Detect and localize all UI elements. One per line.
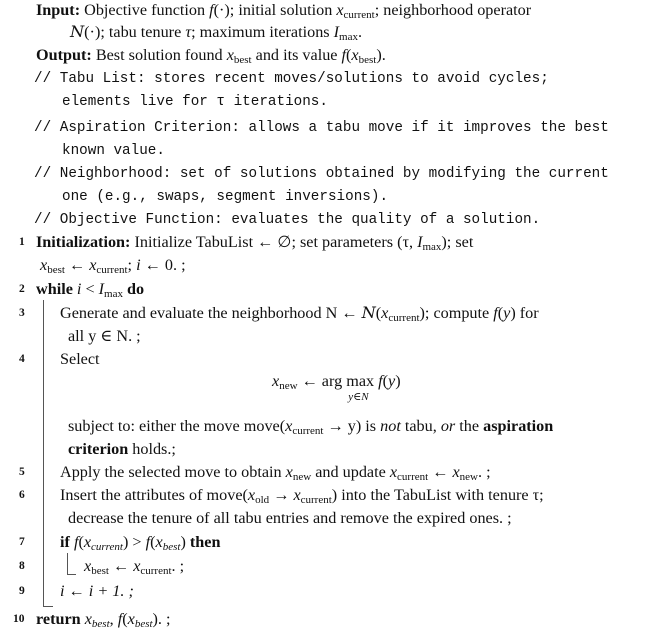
line-number: 9 [19, 585, 25, 597]
step-return: return $x_{best}$, $f(x_{best})$. ; [36, 610, 171, 630]
step-generate-cont: all y ∈ N. ; [68, 327, 141, 345]
input-line-1: Input: Objective function f(·); initial solution $x_{current}$; neighborhood operator [36, 1, 532, 21]
step-insert: Insert the attributes of $move(x_{old} \to x_{current})$ into the TabuList with tenure τ; [60, 486, 544, 506]
line-number: 8 [19, 560, 25, 572]
step-text: the [459, 417, 480, 435]
emphasis-aspiration: aspiration [483, 417, 554, 435]
if-block-foot [67, 574, 76, 575]
line-number: 2 [19, 283, 25, 295]
step-select-subject-cont [68, 439, 176, 459]
comment-aspiration: // Aspiration Criterion: allows a tabu move if it improves the best [34, 120, 609, 136]
line-number: 10 [13, 613, 25, 625]
line-number: 4 [19, 353, 25, 365]
input-text: Objective function [84, 1, 206, 19]
input-text: tabu tenure [108, 23, 182, 41]
step-generate: Generate and evaluate the neighborhood N ← $N(x_{current})$; compute f(y) for [60, 303, 539, 324]
step-if: if $f(x_{current}) > f(x_{best})$ then [60, 533, 221, 553]
step-increment: i ← i + 1. ; [60, 582, 134, 600]
input-line-2: N(·); tabu tenure τ; maximum iterations $I_{max}$. [70, 22, 363, 43]
step-text: ; compute [424, 304, 490, 322]
step-text: holds.; [132, 440, 176, 458]
step-text: tabu, [404, 417, 437, 435]
step-label: Initialization: [36, 233, 131, 251]
step-text: subject to: either the move move( [68, 417, 286, 435]
keyword-do: do [127, 280, 145, 298]
output-label: Output: [36, 46, 92, 64]
line-number: 6 [19, 489, 25, 501]
step-select-subject: subject to: either the move $move(x_{current} \to y)$ is not tabu, or the aspiration [68, 417, 554, 437]
comment-neighborhood: // Neighborhood: set of solutions obtained by modifying the current [34, 166, 609, 182]
step-text: and update [315, 463, 386, 481]
line-number: 3 [19, 307, 25, 319]
keyword-if: if [60, 533, 70, 551]
input-text: initial solution [238, 1, 333, 19]
argmax-formula: $x_{new}$ ← arg max y∈N f(y) [272, 372, 401, 403]
output-text: and its value [255, 46, 338, 64]
emphasis-or: or [440, 417, 456, 435]
input-label: Input: [36, 1, 81, 19]
step-text: Insert the attributes of move( [60, 486, 248, 504]
step-text: Initialize TabuList ← ∅; set parameters (τ, [134, 233, 414, 251]
keyword-while: while [36, 280, 73, 298]
while-block-foot [43, 606, 53, 607]
output-text: Best solution found [95, 46, 223, 64]
line-number: 1 [19, 236, 25, 248]
keyword-then: then [189, 533, 221, 551]
comment-neighborhood-cont: one (e.g., swaps, segment inversions). [62, 189, 389, 205]
step-select: Select [60, 350, 100, 368]
step-text: ) into the TabuList with tenure τ; [331, 486, 544, 504]
comment-objective: // Objective Function: evaluates the quality of a solution. [34, 212, 541, 228]
emphasis-criterion: criterion [68, 440, 129, 458]
step-update-best: $x_{best}$ ← $x_{current}$. ; [84, 557, 185, 577]
step-initialization-cont: $x_{best}$ ← $x_{current}$; i ← 0. ; [40, 256, 186, 276]
line-number: 7 [19, 536, 25, 548]
step-apply: Apply the selected move to obtain $x_{new}$ and update $x_{current}$ ← $x_{new}$. ; [60, 463, 491, 483]
while-block-rule [43, 300, 44, 607]
comment-tabu-list: // Tabu List: stores recent moves/solutions to avoid cycles; [34, 71, 549, 87]
comment-aspiration-cont: known value. [62, 143, 165, 159]
line-number: 5 [19, 466, 25, 478]
comment-tabu-list-cont: elements live for τ iterations. [62, 94, 328, 110]
output-line: Output: Best solution found $x_{best}$ and its value $f(x_{best})$. [36, 46, 386, 66]
step-text: for [519, 304, 539, 322]
step-insert-cont: decrease the tenure of all tabu entries and remove the expired ones. ; [68, 509, 512, 527]
step-initialization: Initialization: Initialize TabuList ← ∅; set parameters (τ, $I_{max}$); set [36, 233, 474, 253]
step-text: → y) is [327, 417, 377, 435]
emphasis-not: not [380, 417, 401, 435]
keyword-return: return [36, 610, 81, 628]
step-text: Apply the selected move to obtain [60, 463, 282, 481]
step-while: while $i < I_{max}$ do [36, 280, 145, 300]
step-text: ); set [441, 233, 474, 251]
input-text: neighborhood operator [383, 1, 532, 19]
if-block-rule [67, 553, 68, 575]
input-text: maximum iterations [199, 23, 330, 41]
step-text: Generate and evaluate the neighborhood N ← [60, 304, 358, 322]
